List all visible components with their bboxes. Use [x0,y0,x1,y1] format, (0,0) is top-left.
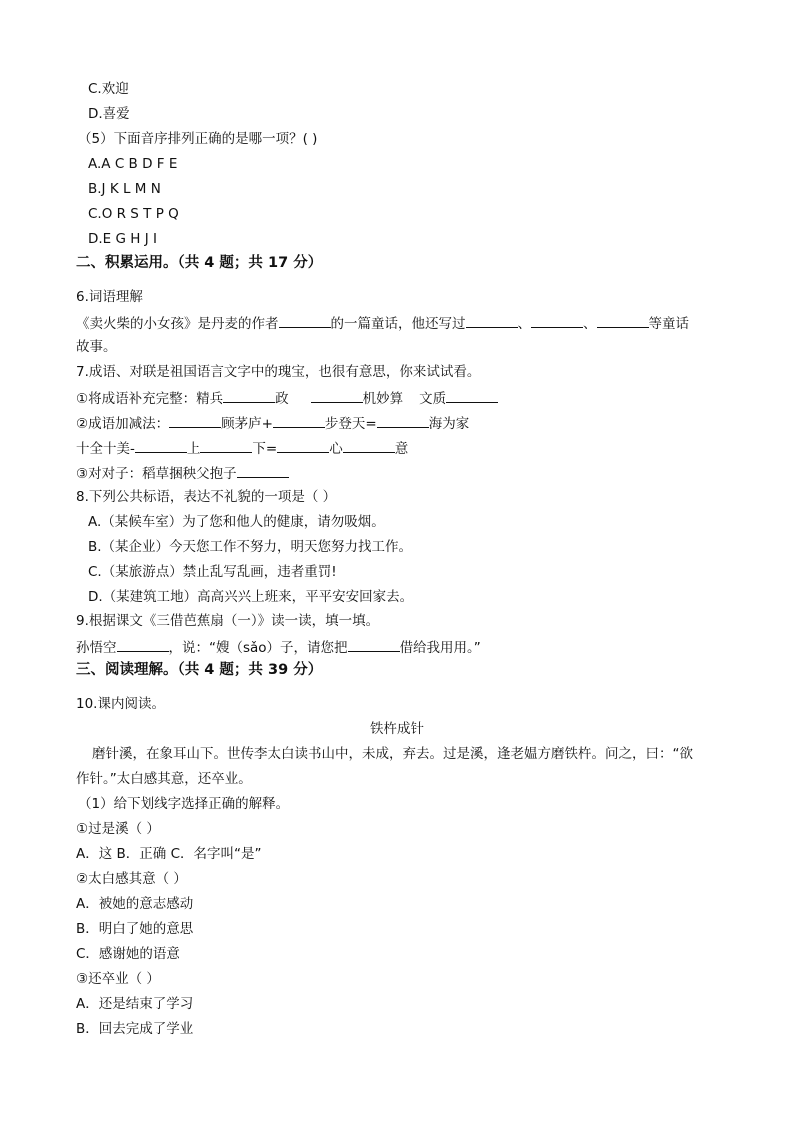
section-2-heading: 二、积累运用。（共 4 题；共 17 分） [76,255,323,271]
q4-option-d: D.喜爱 [88,106,130,122]
q4-option-c: C.欢迎 [88,81,129,97]
q10-item-1: ①过是溪（ ） [76,821,160,837]
q7-p2b-text-c: 下= [252,441,278,457]
q6-blank-story-2[interactable] [531,313,583,328]
q9-blank-2[interactable] [348,637,400,652]
q7-p2-blank-1[interactable] [169,413,221,428]
q8-option-b: B.（某企业）今天您工作不努力，明天您努力找工作。 [88,539,413,555]
q10-item-2-option-b: B．明白了她的意思 [76,921,194,937]
passage-title: 铁杵成针 [370,721,424,737]
q6-blank-author[interactable] [279,313,331,328]
q7-p2-text-c: 步登天= [324,416,377,432]
q7-part-2 [76,413,469,433]
q10-item-1-options: A．这 B．正确 C．名字叫“是” [76,846,262,862]
q8-option-a: A.（某候车室）为了您和他人的健康，请勿吸烟。 [88,514,385,530]
q9-blank-1[interactable] [117,637,169,652]
q9-text-b: ，说：“嫂（sǎo）子，请您把 [168,640,348,656]
q7-p2-label: ②成语加减法： [76,416,170,432]
q7-p3-blank[interactable] [237,463,289,478]
q5-option-b: B.J K L M N [88,181,161,197]
q7-p1-blank-2[interactable] [311,388,363,403]
section-3-heading: 三、阅读理解。（共 4 题；共 39 分） [76,662,323,678]
q7-p2-text-b: 顾茅庐+ [221,416,273,432]
q8-option-c: C.（某旅游点）禁止乱写乱画，违者重罚! [88,564,337,580]
q10-title: 10.课内阅读。 [76,696,165,712]
q10-sub-1: （1）给下划线字选择正确的解释。 [78,796,290,812]
q7-p2b-text-b: 上 [186,441,201,457]
q10-item-2: ②太白感其意（ ） [76,871,187,887]
q5-option-d: D.E G H J I [88,231,157,247]
q6-line-1 [76,313,689,333]
q7-p2b-blank-2[interactable] [200,438,252,453]
q6-text-b: 的一篇童话，他还写过 [330,316,466,332]
q7-p1-blank-3[interactable] [446,388,498,403]
q7-p1-blank-1[interactable] [223,388,275,403]
q6-blank-story-3[interactable] [597,313,649,328]
q7-p2b-text-d: 心 [329,441,343,457]
q9-title: 9.根据课文《三借芭蕉扇（一）》读一读，填一填。 [76,613,380,629]
q5-option-c: C.O R S T P Q [88,206,179,222]
q7-p1-text-b: 政 [275,391,289,407]
q6-blank-story-1[interactable] [466,313,518,328]
q7-p2b-text-e: 意 [394,441,409,457]
passage-line-2: 作针。”太白感其意，还卒业。 [76,771,252,787]
q7-p1-text-d: 文质 [419,391,447,407]
q10-item-3: ③还卒业（ ） [76,971,160,987]
q10-item-2-option-c: C．感谢她的语意 [76,946,180,962]
q10-item-3-option-a: A．还是结束了学习 [76,996,194,1012]
q8-title: 8.下列公共标语，表达不礼貌的一项是（ ） [76,489,337,505]
q7-p2-blank-2[interactable] [273,413,325,428]
q7-p2b-blank-4[interactable] [343,438,395,453]
q7-p2-blank-3[interactable] [377,413,429,428]
q7-p2b-blank-1[interactable] [135,438,187,453]
q6-text-c: 等童话 [648,316,689,332]
q10-item-2-option-a: A．被她的意志感动 [76,896,194,912]
q6-sep-1: 、 [517,316,531,332]
q6-text-a: 《卖火柴的小女孩》是丹麦的作者 [76,316,279,332]
q9-text-c: 借给我用用。” [399,640,481,656]
q5-option-a: A.A C B D F E [88,156,178,172]
q7-part-3 [76,463,289,483]
q7-p1-text-c: 机妙算 [362,391,404,407]
q7-part-1 [76,388,498,408]
q6-title: 6.词语理解 [76,289,143,305]
q7-part-2b [76,438,408,458]
q6-line-2: 故事。 [76,339,117,355]
q5-prompt: （5）下面音序排列正确的是哪一项？( ) [78,131,318,147]
q7-p3-label: ③对对子：稻草捆秧父抱子 [76,466,237,482]
q6-sep-2: 、 [583,316,597,332]
q8-option-d: D.（某建筑工地）高高兴兴上班来，平平安安回家去。 [88,589,414,605]
q7-p1-label: ①将成语补充完整：精兵 [76,391,224,407]
q7-p2b-text-a: 十全十美- [76,441,135,457]
q9-text-a: 孙悟空 [76,640,117,656]
q9-line [76,637,481,657]
passage-line-1: 磨针溪，在象耳山下。世传李太白读书山中，未成，弃去。过是溪，逢老媪方磨铁杵。问之，曰：“欲 [92,746,693,762]
q7-title: 7.成语、对联是祖国语言文字中的瑰宝，也很有意思，你来试试看。 [76,364,481,380]
q10-item-3-option-b: B．回去完成了学业 [76,1021,194,1037]
q7-p2b-blank-3[interactable] [277,438,329,453]
q7-p2-text-d: 海为家 [428,416,470,432]
